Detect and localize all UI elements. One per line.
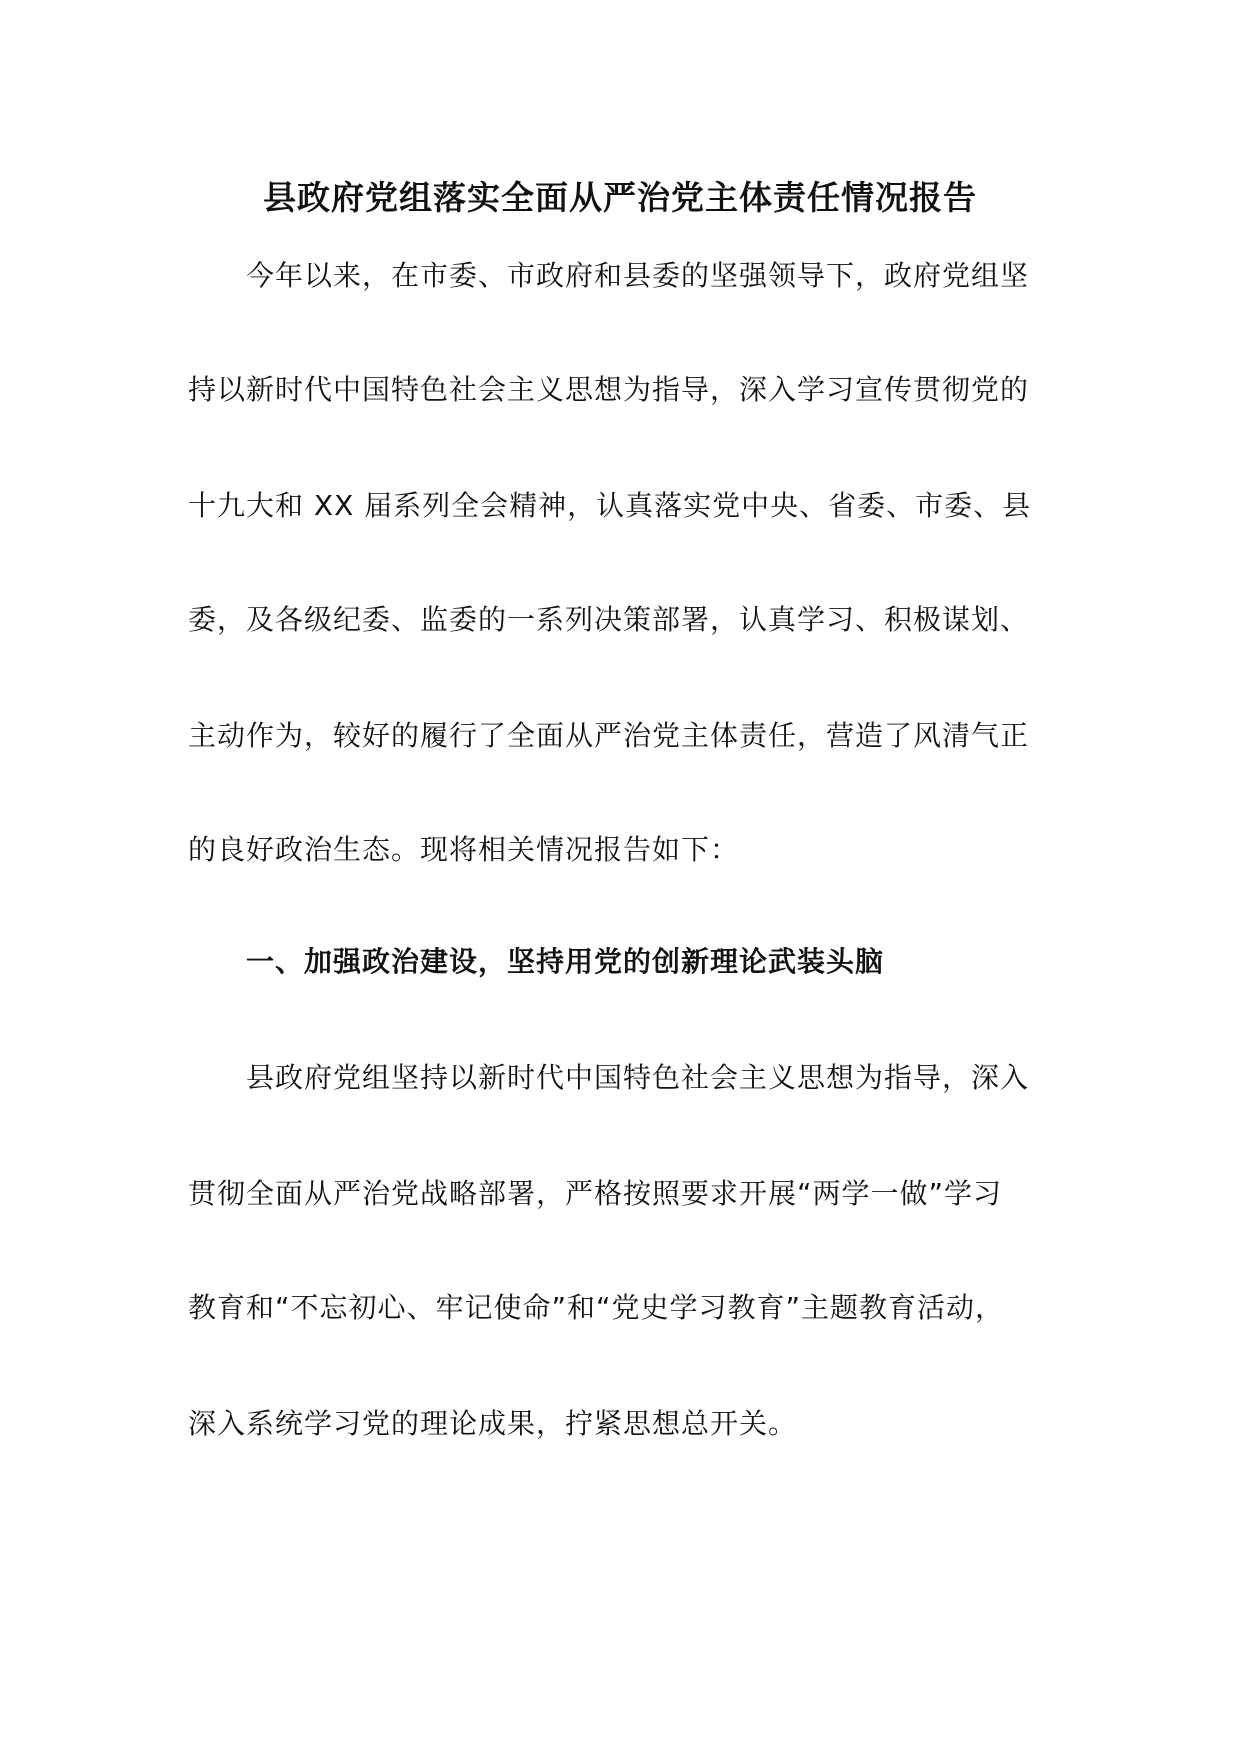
paragraph-line: 委，及各级纪委、监委的一系列决策部署，认真学习、积极谋划、 <box>188 603 1030 636</box>
paragraph-line: 的良好政治生态。现将相关情况报告如下： <box>188 833 740 866</box>
paragraph-line: 县政府党组坚持以新时代中国特色社会主义思想为指导，深入 <box>246 1061 1030 1094</box>
paragraph-line: 持以新时代中国特色社会主义思想为指导，深入学习宣传贯彻党的 <box>188 373 1030 406</box>
paragraph-line: 贯彻全面从严治党战略部署，严格按照要求开展“两学一做”学习 <box>188 1177 1003 1210</box>
document-title: 县政府党组落实全面从严治党主体责任情况报告 <box>263 178 977 217</box>
paragraph-line: 深入系统学习党的理论成果，拧紧思想总开关。 <box>188 1407 798 1440</box>
paragraph-line: 主动作为，较好的履行了全面从严治党主体责任，营造了风清气正 <box>188 719 1030 752</box>
paragraph-line: 十九大和 XX 届系列全会精神，认真落实党中央、省委、市委、县 <box>188 489 1032 522</box>
paragraph-line: 教育和“不忘初心、牢记使命”和“党史学习教育”主题教育活动， <box>188 1291 1005 1324</box>
section-heading: 一、加强政治建设，坚持用党的创新理论武装头脑 <box>246 945 885 978</box>
paragraph-line: 今年以来，在市委、市政府和县委的坚强领导下，政府党组坚 <box>246 259 1030 292</box>
